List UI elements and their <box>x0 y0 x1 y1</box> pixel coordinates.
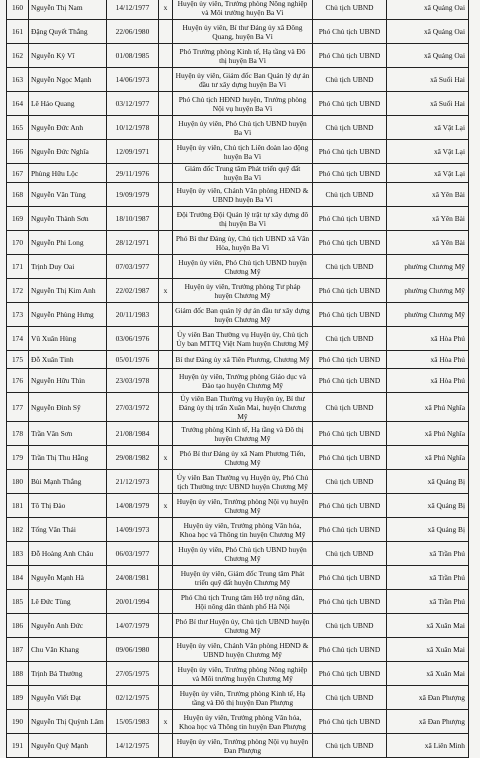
assigned-unit-cell: xã Đan Phượng <box>387 686 469 710</box>
row-number-cell: 187 <box>7 638 29 662</box>
current-position-cell: Huyện ủy viên, Chánh Văn phòng HĐND & UBND huyện Chương Mỹ <box>173 638 313 662</box>
name-cell: Trịnh Duy Oai <box>29 255 107 279</box>
assigned-role-cell: Phó Chủ tịch UBND <box>313 369 387 393</box>
name-cell: Nguyễn Thành Sơn <box>29 207 107 231</box>
female-mark-cell: x <box>159 446 173 470</box>
table-row <box>7 542 469 566</box>
name-cell: Trần Văn Sơn <box>29 422 107 446</box>
assigned-unit-cell: xã Xuân Mai <box>387 614 469 638</box>
female-mark-cell: x <box>159 494 173 518</box>
assigned-unit-cell: xã Quảng Oai <box>387 44 469 68</box>
assigned-unit-cell: xã Trần Phú <box>387 590 469 614</box>
row-number-cell: 162 <box>7 44 29 68</box>
assigned-role-cell: Phó Chủ tịch UBND <box>313 518 387 542</box>
birthdate-cell: 12/09/1971 <box>107 140 159 164</box>
current-position-cell: Huyện ủy viên, Giám đốc Trung tâm Phát triển quỹ đất huyện Chương Mỹ <box>173 566 313 590</box>
name-cell: Tống Văn Thái <box>29 518 107 542</box>
birthdate-cell: 27/05/1975 <box>107 662 159 686</box>
current-position-cell: Ủy viên Ban Thường vụ Huyện ủy, Phó Chủ tịch Thường trực UBND huyện Chương Mỹ <box>173 470 313 494</box>
female-mark-cell <box>159 92 173 116</box>
female-mark-cell <box>159 20 173 44</box>
table-row <box>7 638 469 662</box>
table-row <box>7 92 469 116</box>
table-row <box>7 44 469 68</box>
name-cell: Nguyễn Viết Đạt <box>29 686 107 710</box>
row-number-cell: 188 <box>7 662 29 686</box>
female-mark-cell <box>159 164 173 183</box>
female-mark-cell <box>159 614 173 638</box>
female-mark-cell <box>159 686 173 710</box>
table-row <box>7 0 469 20</box>
row-number-cell: 177 <box>7 393 29 422</box>
table-row <box>7 207 469 231</box>
table-row <box>7 327 469 351</box>
birthdate-cell: 14/12/1975 <box>107 734 159 758</box>
assigned-unit-cell: xã Trần Phú <box>387 566 469 590</box>
current-position-cell: Huyện ủy viên, Trưởng phòng Kinh tế, Hạ tầng và Đô thị huyện Đan Phượng <box>173 686 313 710</box>
assigned-role-cell: Phó Chủ tịch UBND <box>313 303 387 327</box>
assigned-unit-cell: phường Chương Mỹ <box>387 303 469 327</box>
name-cell: Nguyễn Thị Quỳnh Lâm <box>29 710 107 734</box>
assigned-role-cell: Phó Chủ tịch UBND <box>313 422 387 446</box>
current-position-cell: Bí thư Đảng ủy xã Tiên Phương, Chương Mỹ <box>173 351 313 369</box>
assigned-unit-cell: xã Đan Phượng <box>387 710 469 734</box>
assigned-unit-cell: xã Liên Minh <box>387 734 469 758</box>
name-cell: Nguyễn Hữu Thìn <box>29 369 107 393</box>
row-number-cell: 167 <box>7 164 29 183</box>
assigned-unit-cell: xã Vật Lại <box>387 164 469 183</box>
current-position-cell: Phó Chủ tịch HĐND huyện, Trưởng phòng Nội vụ huyện Ba Vì <box>173 92 313 116</box>
row-number-cell: 179 <box>7 446 29 470</box>
assigned-unit-cell: xã Hòa Phú <box>387 327 469 351</box>
female-mark-cell <box>159 140 173 164</box>
current-position-cell: Ủy viên Ban Thường vụ Huyện ủy, Chủ tịch Ủy ban MTTQ Việt Nam huyện Chương Mỹ <box>173 327 313 351</box>
name-cell: Nguyễn Thị Nam <box>29 0 107 20</box>
birthdate-cell: 01/08/1985 <box>107 44 159 68</box>
table-row <box>7 494 469 518</box>
name-cell: Nguyễn Anh Đức <box>29 614 107 638</box>
female-mark-cell <box>159 351 173 369</box>
assigned-role-cell: Chủ tịch UBND <box>313 614 387 638</box>
name-cell: Nguyễn Đình Sỹ <box>29 393 107 422</box>
name-cell: Phùng Hữu Lộc <box>29 164 107 183</box>
female-mark-cell <box>159 590 173 614</box>
assigned-role-cell: Phó Chủ tịch UBND <box>313 207 387 231</box>
assigned-unit-cell: xã Phú Nghĩa <box>387 446 469 470</box>
table-row <box>7 303 469 327</box>
current-position-cell: Phó Trưởng phòng Kinh tế, Hạ tầng và Đô thị huyện Ba Vì <box>173 44 313 68</box>
assigned-role-cell: Phó Chủ tịch UBND <box>313 710 387 734</box>
assigned-unit-cell: phường Chương Mỹ <box>387 255 469 279</box>
female-mark-cell <box>159 207 173 231</box>
name-cell: Nguyễn Thị Kim Anh <box>29 279 107 303</box>
birthdate-cell: 20/11/1983 <box>107 303 159 327</box>
female-mark-cell <box>159 422 173 446</box>
assigned-unit-cell: phường Chương Mỹ <box>387 279 469 303</box>
name-cell: Đặng Quyết Thắng <box>29 20 107 44</box>
birthdate-cell: 06/03/1977 <box>107 542 159 566</box>
birthdate-cell: 29/11/1976 <box>107 164 159 183</box>
birthdate-cell: 14/08/1979 <box>107 494 159 518</box>
assigned-role-cell: Chủ tịch UBND <box>313 393 387 422</box>
name-cell: Nguyễn Quý Mạnh <box>29 734 107 758</box>
table-row <box>7 422 469 446</box>
table-row <box>7 470 469 494</box>
birthdate-cell: 23/03/1978 <box>107 369 159 393</box>
assigned-role-cell: Chủ tịch UBND <box>313 255 387 279</box>
birthdate-cell: 03/12/1977 <box>107 92 159 116</box>
name-cell: Nguyễn Phi Long <box>29 231 107 255</box>
female-mark-cell <box>159 638 173 662</box>
table-row <box>7 518 469 542</box>
assigned-role-cell: Phó Chủ tịch UBND <box>313 351 387 369</box>
table-row <box>7 369 469 393</box>
assigned-role-cell: Phó Chủ tịch UBND <box>313 44 387 68</box>
row-number-cell: 180 <box>7 470 29 494</box>
assigned-unit-cell: xã Suối Hai <box>387 68 469 92</box>
current-position-cell: Phó Chủ tịch Trung tâm Hỗ trợ nông dân, Hội nông dân thành phố Hà Nội <box>173 590 313 614</box>
birthdate-cell: 20/01/1994 <box>107 590 159 614</box>
birthdate-cell: 29/08/1982 <box>107 446 159 470</box>
name-cell: Nguyễn Đức Nghĩa <box>29 140 107 164</box>
name-cell: Đỗ Hoàng Anh Châu <box>29 542 107 566</box>
female-mark-cell: x <box>159 0 173 20</box>
table-row <box>7 710 469 734</box>
current-position-cell: Giám đốc Trung tâm Phát triển quỹ đất huyện Ba Vì <box>173 164 313 183</box>
row-number-cell: 164 <box>7 92 29 116</box>
name-cell: Vũ Xuân Hùng <box>29 327 107 351</box>
birthdate-cell: 02/12/1975 <box>107 686 159 710</box>
row-number-cell: 191 <box>7 734 29 758</box>
birthdate-cell: 15/05/1983 <box>107 710 159 734</box>
female-mark-cell <box>159 734 173 758</box>
current-position-cell: Huyện ủy viên, Bí thư Đảng ủy xã Đông Quang, huyện Ba Vì <box>173 20 313 44</box>
table-row <box>7 116 469 140</box>
name-cell: Lê Đức Tùng <box>29 590 107 614</box>
assigned-unit-cell: xã Yên Bài <box>387 231 469 255</box>
table-row <box>7 255 469 279</box>
assigned-unit-cell: xã Xuân Mai <box>387 662 469 686</box>
assigned-unit-cell: xã Quảng Bị <box>387 470 469 494</box>
table-row <box>7 279 469 303</box>
table-row <box>7 183 469 207</box>
row-number-cell: 161 <box>7 20 29 44</box>
assigned-unit-cell: xã Yên Bài <box>387 207 469 231</box>
name-cell: Nguyễn Phùng Hưng <box>29 303 107 327</box>
row-number-cell: 165 <box>7 116 29 140</box>
table-row <box>7 614 469 638</box>
row-number-cell: 169 <box>7 207 29 231</box>
assigned-unit-cell: xã Xuân Mai <box>387 638 469 662</box>
female-mark-cell <box>159 369 173 393</box>
female-mark-cell <box>159 303 173 327</box>
assigned-role-cell: Phó Chủ tịch UBND <box>313 566 387 590</box>
female-mark-cell: x <box>159 710 173 734</box>
personnel-table <box>6 0 469 758</box>
row-number-cell: 175 <box>7 351 29 369</box>
assigned-role-cell: Phó Chủ tịch UBND <box>313 20 387 44</box>
current-position-cell: Giám đốc Ban quản lý dự án đầu tư xây dựng huyện Chương Mỹ <box>173 303 313 327</box>
table-body <box>7 0 469 758</box>
assigned-role-cell: Phó Chủ tịch UBND <box>313 164 387 183</box>
row-number-cell: 181 <box>7 494 29 518</box>
name-cell: Nguyễn Mạnh Hà <box>29 566 107 590</box>
birthdate-cell: 22/06/1980 <box>107 20 159 44</box>
table-row <box>7 351 469 369</box>
assigned-unit-cell: xã Quảng Oai <box>387 0 469 20</box>
name-cell: Chu Văn Khang <box>29 638 107 662</box>
female-mark-cell <box>159 255 173 279</box>
name-cell: Nguyễn Văn Tùng <box>29 183 107 207</box>
name-cell: Trịnh Bá Thường <box>29 662 107 686</box>
assigned-role-cell: Phó Chủ tịch UBND <box>313 494 387 518</box>
row-number-cell: 190 <box>7 710 29 734</box>
female-mark-cell <box>159 518 173 542</box>
current-position-cell: Đội Trưởng Đội Quản lý trật tự xây dựng đô thị huyện Ba Vì <box>173 207 313 231</box>
current-position-cell: Huyện ủy viên, Trưởng phòng Nông nghiệp và Môi trường huyện Ba Vì <box>173 0 313 20</box>
current-position-cell: Huyện ủy viên, Trưởng phòng Văn hóa, Khoa học và Thông tin huyện Đan Phượng <box>173 710 313 734</box>
row-number-cell: 183 <box>7 542 29 566</box>
name-cell: Đỗ Xuân Tình <box>29 351 107 369</box>
row-number-cell: 185 <box>7 590 29 614</box>
row-number-cell: 160 <box>7 0 29 20</box>
birthdate-cell: 19/09/1979 <box>107 183 159 207</box>
current-position-cell: Huyện ủy viên, Phó Chủ tịch UBND huyện Chương Mỹ <box>173 255 313 279</box>
name-cell: Nguyễn Đức Anh <box>29 116 107 140</box>
name-cell: Lê Hảo Quang <box>29 92 107 116</box>
assigned-unit-cell: xã Vật Lại <box>387 116 469 140</box>
assigned-role-cell: Phó Chủ tịch UBND <box>313 638 387 662</box>
birthdate-cell: 22/02/1987 <box>107 279 159 303</box>
assigned-unit-cell: xã Yên Bài <box>387 183 469 207</box>
table-row <box>7 566 469 590</box>
table-row <box>7 68 469 92</box>
birthdate-cell: 21/08/1984 <box>107 422 159 446</box>
row-number-cell: 163 <box>7 68 29 92</box>
row-number-cell: 170 <box>7 231 29 255</box>
female-mark-cell <box>159 183 173 207</box>
table-row <box>7 446 469 470</box>
assigned-role-cell: Chủ tịch UBND <box>313 734 387 758</box>
name-cell: Nguyễn Ngọc Mạnh <box>29 68 107 92</box>
name-cell: Nguyễn Kỳ Vĩ <box>29 44 107 68</box>
row-number-cell: 171 <box>7 255 29 279</box>
assigned-unit-cell: xã Trần Phú <box>387 542 469 566</box>
assigned-role-cell: Phó Chủ tịch UBND <box>313 662 387 686</box>
birthdate-cell: 14/07/1979 <box>107 614 159 638</box>
current-position-cell: Huyện ủy viên, Trưởng phòng Nông nghiệp và Môi trường huyện Chương Mỹ <box>173 662 313 686</box>
assigned-role-cell: Chủ tịch UBND <box>313 470 387 494</box>
assigned-role-cell: Chủ tịch UBND <box>313 686 387 710</box>
female-mark-cell <box>159 662 173 686</box>
assigned-unit-cell: xã Hòa Phú <box>387 369 469 393</box>
row-number-cell: 178 <box>7 422 29 446</box>
current-position-cell: Huyện ủy viên, Chủ tịch Liên đoàn lao động huyện Ba Vì <box>173 140 313 164</box>
assigned-role-cell: Chủ tịch UBND <box>313 0 387 20</box>
current-position-cell: Huyện ủy viên, Trưởng phòng Tư pháp huyện Chương Mỹ <box>173 279 313 303</box>
current-position-cell: Huyện ủy viên, Giám đốc Ban Quản lý dự án đầu tư xây dựng huyện Ba Vì <box>173 68 313 92</box>
birthdate-cell: 09/06/1980 <box>107 638 159 662</box>
female-mark-cell <box>159 327 173 351</box>
current-position-cell: Phó Bí thư Huyện ủy, Chủ tịch UBND huyện Chương Mỹ <box>173 614 313 638</box>
current-position-cell: Huyện ủy viên, Trưởng phòng Giáo dục và Đào tạo huyện Chương Mỹ <box>173 369 313 393</box>
female-mark-cell <box>159 566 173 590</box>
row-number-cell: 172 <box>7 279 29 303</box>
assigned-unit-cell: xã Quảng Bị <box>387 494 469 518</box>
birthdate-cell: 14/12/1977 <box>107 0 159 20</box>
birthdate-cell: 24/08/1981 <box>107 566 159 590</box>
female-mark-cell <box>159 542 173 566</box>
female-mark-cell <box>159 470 173 494</box>
table-row <box>7 231 469 255</box>
name-cell: Trần Thị Thu Hằng <box>29 446 107 470</box>
assigned-unit-cell: xã Hòa Phú <box>387 351 469 369</box>
assigned-unit-cell: xã Quảng Oai <box>387 20 469 44</box>
birthdate-cell: 14/09/1973 <box>107 518 159 542</box>
assigned-unit-cell: xã Vật Lại <box>387 140 469 164</box>
row-number-cell: 186 <box>7 614 29 638</box>
female-mark-cell <box>159 393 173 422</box>
row-number-cell: 184 <box>7 566 29 590</box>
table-row <box>7 140 469 164</box>
assigned-role-cell: Chủ tịch UBND <box>313 116 387 140</box>
current-position-cell: Huyện ủy viên, Chánh Văn phòng HĐND & UBND huyện Ba Vì <box>173 183 313 207</box>
row-number-cell: 168 <box>7 183 29 207</box>
table-row <box>7 20 469 44</box>
current-position-cell: Ủy viên Ban Thường vụ Huyện ủy, Bí thư Đảng ủy thị trấn Xuân Mai, huyện Chương Mỹ <box>173 393 313 422</box>
row-number-cell: 182 <box>7 518 29 542</box>
birthdate-cell: 28/12/1971 <box>107 231 159 255</box>
female-mark-cell: x <box>159 279 173 303</box>
row-number-cell: 176 <box>7 369 29 393</box>
assigned-role-cell: Chủ tịch UBND <box>313 183 387 207</box>
table-row <box>7 686 469 710</box>
birthdate-cell: 21/12/1973 <box>107 470 159 494</box>
assigned-role-cell: Chủ tịch UBND <box>313 327 387 351</box>
birthdate-cell: 07/03/1977 <box>107 255 159 279</box>
assigned-role-cell: Phó Chủ tịch UBND <box>313 231 387 255</box>
table-row <box>7 734 469 758</box>
row-number-cell: 173 <box>7 303 29 327</box>
current-position-cell: Phó Bí thư Đảng ủy, Chủ tịch UBND xã Vân Hòa, huyện Ba Vì <box>173 231 313 255</box>
name-cell: Tô Thị Đào <box>29 494 107 518</box>
current-position-cell: Huyện ủy viên, Phó Chủ tịch UBND huyện Ba Vì <box>173 116 313 140</box>
current-position-cell: Phó Bí thư Đảng ủy xã Nam Phương Tiến, Chương Mỹ <box>173 446 313 470</box>
birthdate-cell: 14/06/1973 <box>107 68 159 92</box>
assigned-role-cell: Phó Chủ tịch UBND <box>313 590 387 614</box>
table-row <box>7 662 469 686</box>
birthdate-cell: 27/03/1972 <box>107 393 159 422</box>
female-mark-cell <box>159 231 173 255</box>
table-row <box>7 393 469 422</box>
female-mark-cell <box>159 116 173 140</box>
row-number-cell: 166 <box>7 140 29 164</box>
assigned-role-cell: Chủ tịch UBND <box>313 68 387 92</box>
assigned-unit-cell: xã Suối Hai <box>387 92 469 116</box>
assigned-role-cell: Phó Chủ tịch UBND <box>313 279 387 303</box>
row-number-cell: 189 <box>7 686 29 710</box>
birthdate-cell: 05/01/1976 <box>107 351 159 369</box>
table-row <box>7 590 469 614</box>
current-position-cell: Huyện ủy viên, Trưởng phòng Văn hóa, Khoa học và Thông tin huyện Chương Mỹ <box>173 518 313 542</box>
current-position-cell: Huyện ủy viên, Phó Chủ tịch UBND huyện Chương Mỹ <box>173 542 313 566</box>
current-position-cell: Huyện ủy viên, Trưởng phòng Nội vụ huyện Đan Phượng <box>173 734 313 758</box>
female-mark-cell <box>159 68 173 92</box>
row-number-cell: 174 <box>7 327 29 351</box>
assigned-role-cell: Phó Chủ tịch UBND <box>313 92 387 116</box>
birthdate-cell: 10/12/1978 <box>107 116 159 140</box>
name-cell: Bùi Mạnh Thắng <box>29 470 107 494</box>
table-row <box>7 164 469 183</box>
current-position-cell: Huyện ủy viên, Trưởng phòng Nội vụ huyện Chương Mỹ <box>173 494 313 518</box>
assigned-unit-cell: xã Quảng Bị <box>387 518 469 542</box>
assigned-role-cell: Chủ tịch UBND <box>313 542 387 566</box>
assigned-role-cell: Phó Chủ tịch UBND <box>313 140 387 164</box>
assigned-role-cell: Phó Chủ tịch UBND <box>313 446 387 470</box>
birthdate-cell: 18/10/1987 <box>107 207 159 231</box>
female-mark-cell <box>159 44 173 68</box>
current-position-cell: Trưởng phòng Kinh tế, Hạ tầng và Đô thị huyện Chương Mỹ <box>173 422 313 446</box>
assigned-unit-cell: xã Phú Nghĩa <box>387 422 469 446</box>
birthdate-cell: 03/06/1976 <box>107 327 159 351</box>
assigned-unit-cell: xã Phú Nghĩa <box>387 393 469 422</box>
